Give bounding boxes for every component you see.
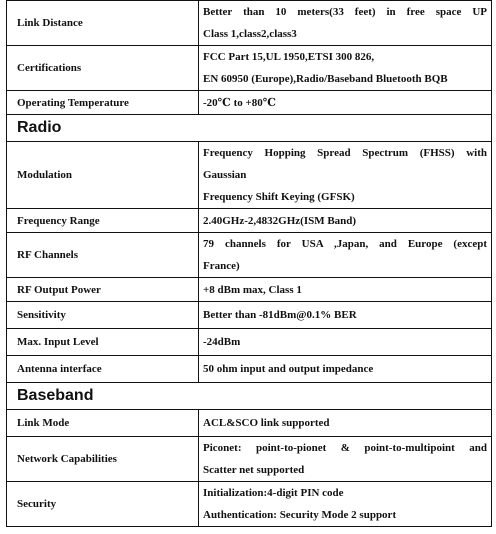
value-line: EN 60950 (Europe),Radio/Baseband Bluetooth BQB xyxy=(203,73,448,85)
table-row-sensitivity xyxy=(7,302,492,329)
table-row-link-distance xyxy=(7,1,492,46)
row-label: Max. Input Level xyxy=(7,329,199,356)
row-value xyxy=(199,142,492,209)
row-label: Network Capabilities xyxy=(7,437,199,482)
value-line: 2.40GHz-2,4832GHz(ISM Band) xyxy=(203,214,357,227)
row-value xyxy=(199,437,492,482)
section-row-baseband xyxy=(7,383,492,410)
table-row-operating-temperature xyxy=(7,91,492,115)
row-label: Certifications xyxy=(7,46,199,91)
value-line: Class 1,class2,class3 xyxy=(203,28,297,40)
value-line: Piconet: point-to-pionet & point-to-multipoint and xyxy=(203,442,487,454)
value-line: Frequency Hopping Spread Spectrum (FHSS) with xyxy=(203,147,487,159)
row-value xyxy=(199,482,492,527)
spec-table xyxy=(6,0,492,527)
table-row-modulation xyxy=(7,142,492,209)
row-value xyxy=(199,1,492,46)
value-line: -24dBm xyxy=(203,336,241,348)
row-label: Frequency Range xyxy=(7,209,199,233)
row-label: Modulation xyxy=(7,142,199,209)
section-heading-radio: Radio xyxy=(7,115,492,142)
row-label: RF Output Power xyxy=(7,278,199,302)
value-line: -20℃ to +80℃ xyxy=(203,96,276,109)
table-row-certifications xyxy=(7,46,492,91)
row-value xyxy=(199,302,492,329)
value-line: FCC Part 15,UL 1950,ETSI 300 826, xyxy=(203,51,375,63)
value-line: Initialization:4-digit PIN code xyxy=(203,487,344,499)
table-row-antenna-interface xyxy=(7,356,492,383)
row-label: Security xyxy=(7,482,199,527)
value-line: Gaussian xyxy=(203,169,247,181)
row-label: RF Channels xyxy=(7,233,199,278)
value-line: 50 ohm input and output impedance xyxy=(203,363,374,375)
row-value xyxy=(199,329,492,356)
row-value xyxy=(199,46,492,91)
table-row-security xyxy=(7,482,492,527)
row-value xyxy=(199,410,492,437)
value-line: Scatter net supported xyxy=(203,464,305,476)
table-row-network-capabilities xyxy=(7,437,492,482)
row-value xyxy=(199,356,492,383)
table-row-frequency-range xyxy=(7,209,492,233)
value-line: Better than 10 meters(33 feet) in free space UP xyxy=(203,6,487,18)
row-label: Link Mode xyxy=(7,410,199,437)
row-value xyxy=(199,278,492,302)
row-value xyxy=(199,91,492,115)
value-line: ACL&SCO link supported xyxy=(203,417,330,429)
value-line: 79 channels for USA ,Japan, and Europe (except xyxy=(203,238,487,250)
value-line: +8 dBm max, Class 1 xyxy=(203,283,302,296)
value-line: Authentication: Security Mode 2 support xyxy=(203,509,397,521)
value-line: Frequency Shift Keying (GFSK) xyxy=(203,191,355,203)
row-value xyxy=(199,233,492,278)
table-row-rf-channels xyxy=(7,233,492,278)
row-value xyxy=(199,209,492,233)
row-label: Operating Temperature xyxy=(7,91,199,115)
table-row-rf-output-power xyxy=(7,278,492,302)
row-label: Link Distance xyxy=(7,1,199,46)
value-line: France) xyxy=(203,260,240,272)
table-row-max-input-level xyxy=(7,329,492,356)
section-row-radio xyxy=(7,115,492,142)
table-row-link-mode xyxy=(7,410,492,437)
row-label: Sensitivity xyxy=(7,302,199,329)
value-line: Better than -81dBm@0.1% BER xyxy=(203,309,357,321)
section-heading-baseband: Baseband xyxy=(7,383,492,410)
spec-document xyxy=(6,0,494,527)
row-label: Antenna interface xyxy=(7,356,199,383)
